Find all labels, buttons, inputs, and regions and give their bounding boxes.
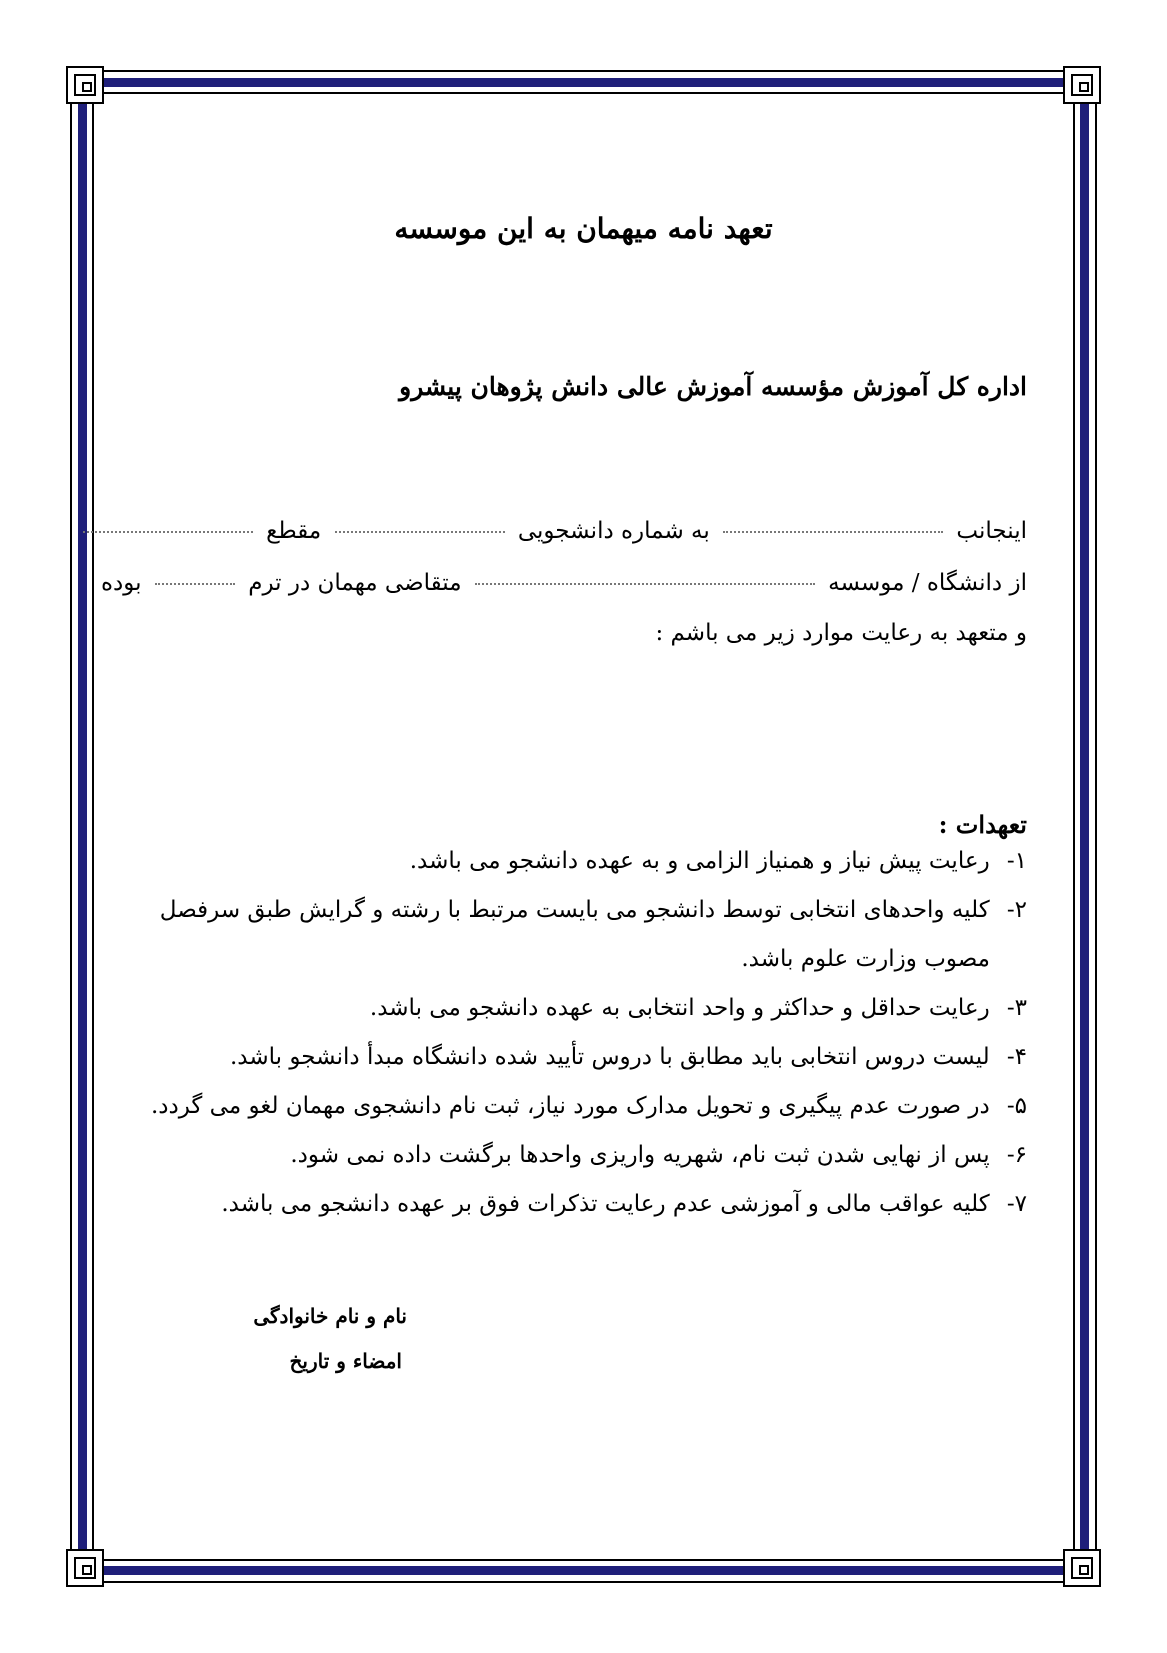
student-number-field[interactable] (335, 531, 505, 533)
commitment-item-1: ۱- رعایت پیش نیاز و همنیاز الزامی و به عهده دانشجو می باشد. (409, 848, 1027, 874)
full-name-label: نام و نام خانوادگی (253, 1304, 407, 1328)
commitment-item-3: ۳- رعایت حداقل و حداکثر و واحد انتخابی به عهده دانشجو می باشد. (369, 995, 1027, 1021)
commitment-item-4: ۴- لیست دروس انتخابی باید مطابق با دروس تأیید شده دانشگاه مبدأ دانشجو باشد. (230, 1044, 1027, 1070)
corner-ornament-top-left (66, 66, 104, 104)
corner-ornament-bottom-right (1063, 1549, 1101, 1587)
student-number-label: به شماره دانشجویی (517, 518, 710, 544)
from-university-label: از دانشگاه / موسسه (828, 570, 1027, 596)
form-line-2 (101, 570, 1027, 596)
document-title: تعهد نامه میهمان به این موسسه (394, 212, 773, 245)
guest-term-label: متقاضی مهمان در ترم (248, 570, 462, 596)
signature-date-label: امضاء و تاریخ (289, 1349, 402, 1373)
form-line-1 (77, 518, 1027, 544)
page-border-inner (92, 92, 1075, 1561)
commitment-item-6: ۶- پس از نهایی شدن ثبت نام، شهریه واریزی واحدها برگشت داده نمی شود. (290, 1142, 1027, 1168)
name-field[interactable] (723, 531, 943, 533)
been-label: بوده (101, 570, 142, 596)
commitment-item-7: ۷- کلیه عواقب مالی و آموزشی عدم رعایت تذکرات فوق بر عهده دانشجو می باشد. (221, 1191, 1027, 1217)
form-line-3: و متعهد به رعایت موارد زیر می باشم : (655, 620, 1027, 646)
commitment-item-2: ۲- کلیه واحدهای انتخابی توسط دانشجو می بایست مرتبط با رشته و گرایش طبق سرفصل (159, 897, 1027, 923)
term-field[interactable] (155, 583, 235, 585)
i-label: اینجانب (956, 518, 1027, 544)
commitment-item-5: ۵- در صورت عدم پیگیری و تحویل مدارک مورد نیاز، ثبت نام دانشجوی مهمان لغو می گردد. (150, 1093, 1027, 1119)
commitments-heading: تعهدات : (938, 810, 1027, 839)
university-field[interactable] (475, 583, 815, 585)
level-field[interactable] (83, 531, 253, 533)
corner-ornament-top-right (1063, 66, 1101, 104)
corner-ornament-bottom-left (66, 1549, 104, 1587)
commitment-item-2-cont: مصوب وزارت علوم باشد. (741, 946, 990, 972)
addressee-office: اداره کل آموزش مؤسسه آموزش عالی دانش پژوهان پیشرو (399, 372, 1027, 401)
level-label: مقطع (266, 518, 322, 544)
